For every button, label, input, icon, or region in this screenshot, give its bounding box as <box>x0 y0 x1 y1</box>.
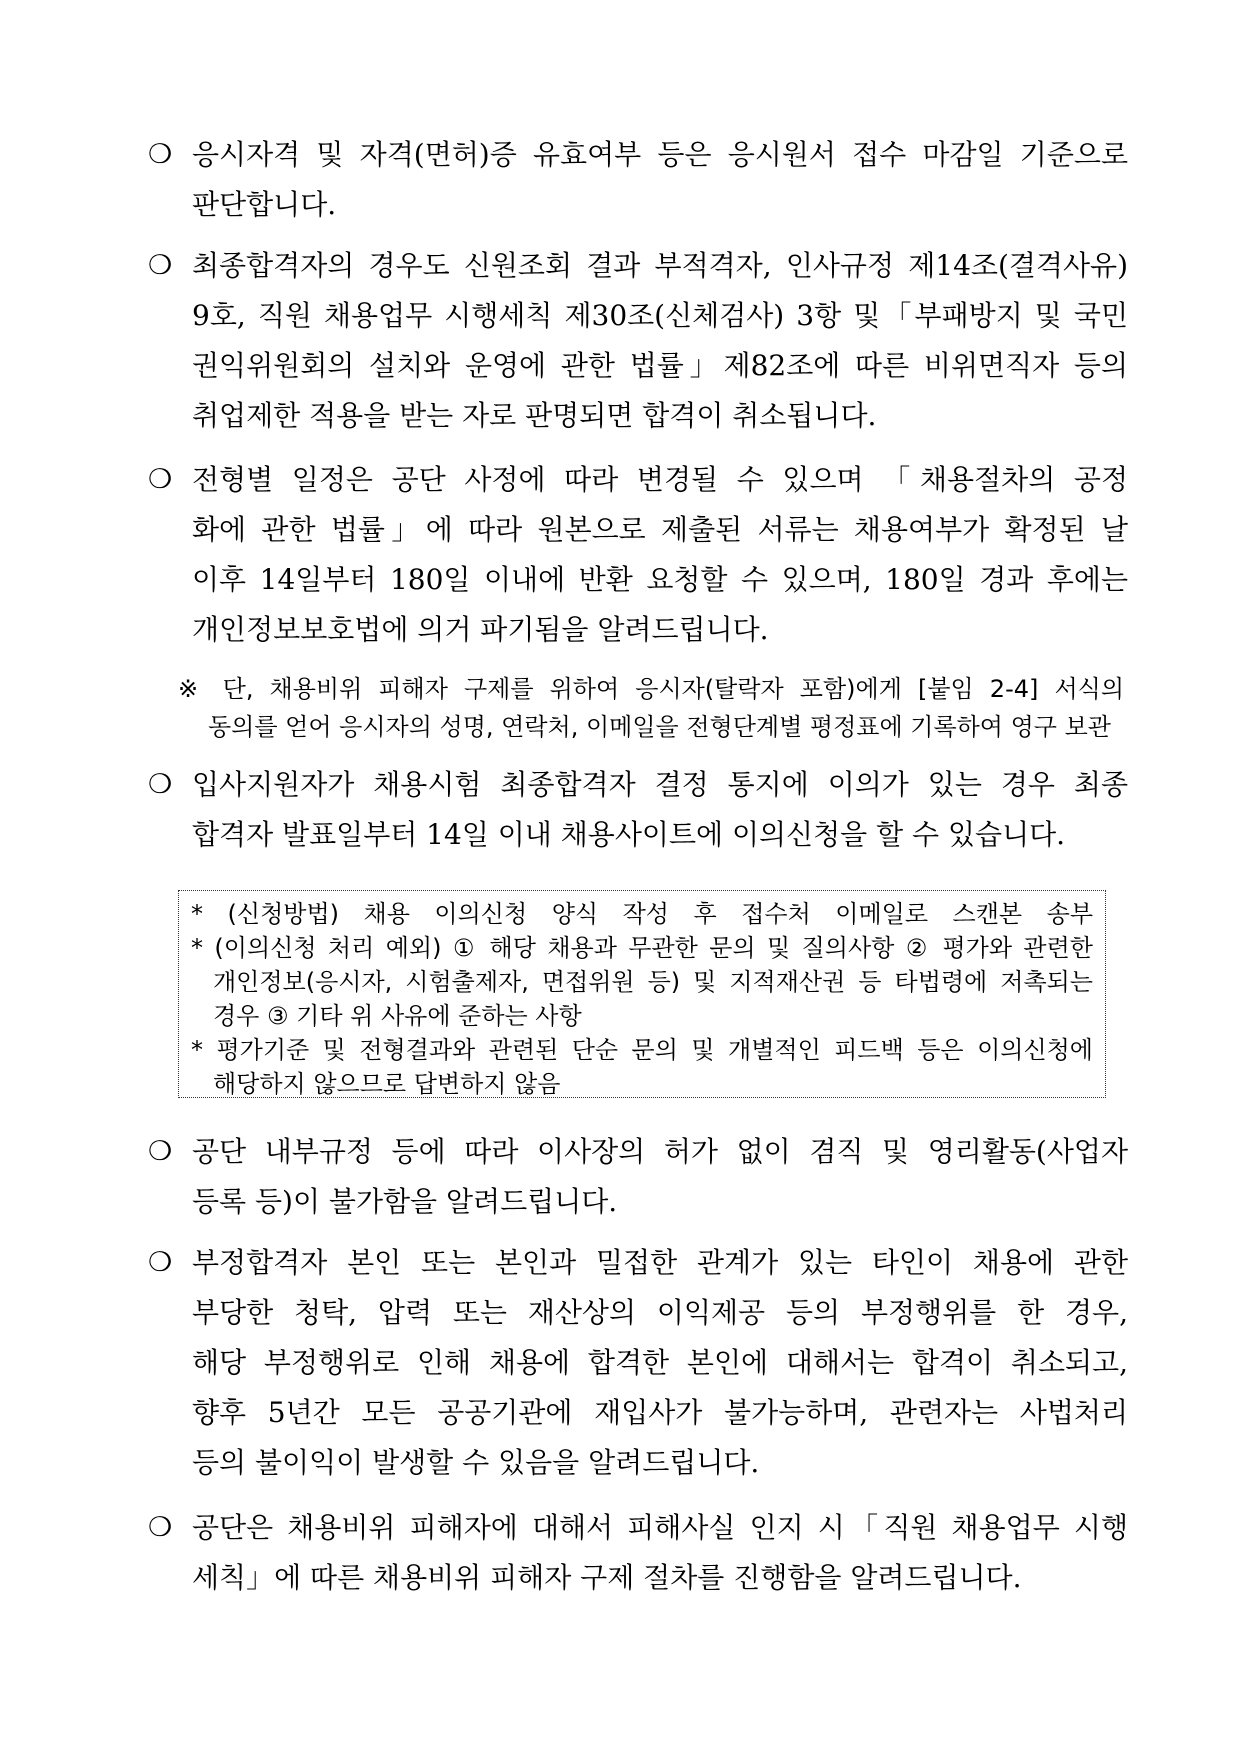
box-line: 경우 ③ 기타 위 사유에 준하는 사항 <box>213 1002 582 1030</box>
circle-bullet-icon: ❍ <box>148 1247 173 1278</box>
box-line: * (이의신청 처리 예외) ① 해당 채용과 무관한 문의 및 질의사항 ② 평가와 관련한 <box>191 934 1093 962</box>
text-line: 합격자 발표일부터 14일 이내 채용사이트에 이의신청을 할 수 있습니다. <box>192 818 1066 851</box>
note-line: 동의를 얻어 응시자의 성명, 연락처, 이메일을 전형단계별 평정표에 기록하여 영구 보관 <box>208 713 1111 741</box>
text-line: 최종합격자의 경우도 신원조회 결과 부적격자, 인사규정 제14조(결격사유) <box>192 249 1128 282</box>
box-line: * (신청방법) 채용 이의신청 양식 작성 후 접수처 이메일로 스캔본 송부 <box>191 900 1093 928</box>
circle-bullet-icon: ❍ <box>148 250 173 281</box>
text-line: 취업제한 적용을 받는 자로 판명되면 합격이 취소됩니다. <box>192 399 877 432</box>
text-line: 개인정보보호법에 의거 파기됨을 알려드립니다. <box>192 613 769 646</box>
objection-details-box <box>178 890 1106 1098</box>
box-line: 개인정보(응시자, 시험출제자, 면접위원 등) 및 지적재산권 등 타법령에 저촉되는 <box>213 968 1093 996</box>
text-line: 이후 14일부터 180일 이내에 반환 요청할 수 있으며, 180일 경과 후에는 <box>192 563 1128 596</box>
text-line: 공단 내부규정 등에 따라 이사장의 허가 없이 겸직 및 영리활동(사업자 <box>192 1135 1128 1168</box>
text-line: 입사지원자가 채용시험 최종합격자 결정 통지에 이의가 있는 경우 최종 <box>192 768 1128 801</box>
circle-bullet-icon: ❍ <box>148 139 173 170</box>
text-line: 부정합격자 본인 또는 본인과 밀접한 관계가 있는 타인이 채용에 관한 <box>192 1246 1128 1279</box>
text-line: 응시자격 및 자격(면허)증 유효여부 등은 응시원서 접수 마감일 기준으로 <box>192 138 1128 171</box>
text-line: 세칙」에 따른 채용비위 피해자 구제 절차를 진행함을 알려드립니다. <box>192 1561 1022 1594</box>
note-line: ※ 단, 채용비위 피해자 구제를 위하여 응시자(탈락자 포함)에게 [붙임 2-4] 서식의 <box>178 675 1124 703</box>
text-line: 9호, 직원 채용업무 시행세칙 제30조(신체검사) 3항 및「부패방지 및 국민 <box>192 299 1128 332</box>
text-line: 향후 5년간 모든 공공기관에 재입사가 불가능하며, 관련자는 사법처리 <box>192 1396 1128 1429</box>
text-line: 화에 관한 법률」에 따라 원본으로 제출된 서류는 채용여부가 확정된 날 <box>192 513 1128 546</box>
text-line: 등록 등)이 불가함을 알려드립니다. <box>192 1185 618 1218</box>
circle-bullet-icon: ❍ <box>148 1136 173 1167</box>
text-line: 등의 불이익이 발생할 수 있음을 알려드립니다. <box>192 1446 760 1479</box>
circle-bullet-icon: ❍ <box>148 464 173 495</box>
text-line: 공단은 채용비위 피해자에 대해서 피해사실 인지 시「직원 채용업무 시행 <box>192 1511 1128 1544</box>
box-line: 해당하지 않으므로 답변하지 않음 <box>213 1070 561 1098</box>
victim-relief-note <box>178 670 1124 746</box>
circle-bullet-icon: ❍ <box>148 769 173 800</box>
text-line: 권익위원회의 설치와 운영에 관한 법률」제82조에 따른 비위면직자 등의 <box>192 349 1128 382</box>
box-line: * 평가기준 및 전형결과와 관련된 단순 문의 및 개별적인 피드백 등은 이의신청에 <box>191 1036 1093 1064</box>
text-line: 부당한 청탁, 압력 또는 재산상의 이익제공 등의 부정행위를 한 경우, <box>192 1296 1128 1329</box>
circle-bullet-icon: ❍ <box>148 1512 173 1543</box>
text-line: 판단합니다. <box>192 188 337 221</box>
text-line: 전형별 일정은 공단 사정에 따라 변경될 수 있으며 「채용절차의 공정 <box>192 463 1128 496</box>
text-line: 해당 부정행위로 인해 채용에 합격한 본인에 대해서는 합격이 취소되고, <box>192 1346 1128 1379</box>
